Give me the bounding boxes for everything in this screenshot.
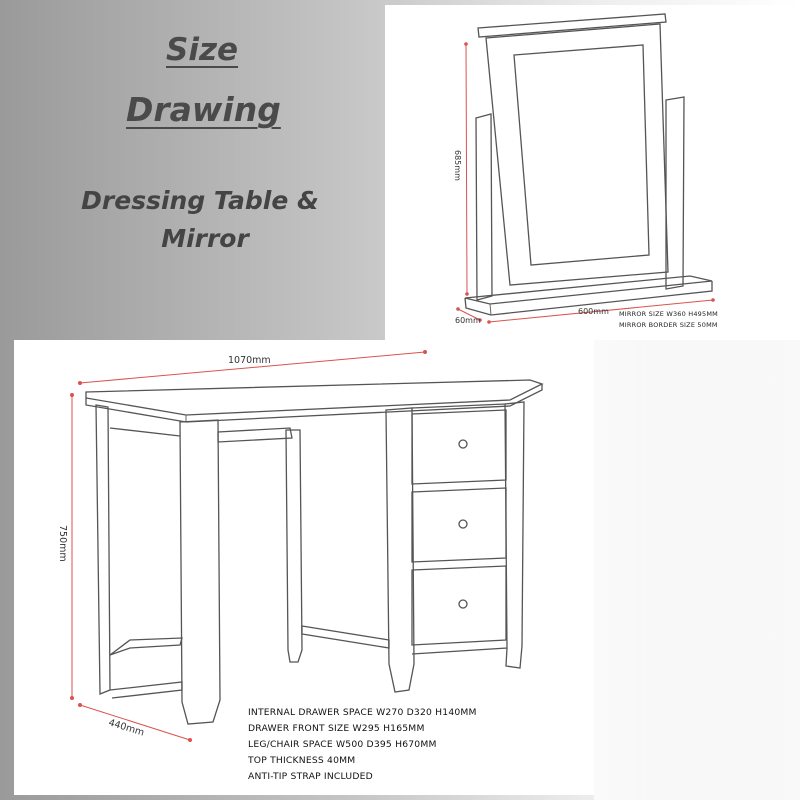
mirror-note-1: MIRROR SIZE W360 H495MM	[619, 310, 718, 318]
front-left-leg	[180, 420, 220, 724]
table-depth-label: 440mm	[107, 717, 146, 739]
pedestal-front-leg	[386, 408, 414, 692]
front-apron	[218, 428, 292, 442]
drawer-2-knob	[459, 520, 467, 528]
drawer-1-knob	[459, 440, 467, 448]
table-height-label: 750mm	[57, 525, 68, 562]
title-line-2: Drawing	[126, 90, 281, 129]
side-apron	[110, 428, 180, 436]
mirror-depth-label: 60mm	[455, 316, 481, 325]
table-top-surface	[86, 380, 542, 415]
pedestal-stretcher	[302, 626, 389, 648]
subtitle-line-1: Dressing Table &	[81, 186, 319, 215]
drawer-3-knob	[459, 600, 467, 608]
side-stretcher	[110, 638, 182, 655]
spec-line: TOP THICKNESS 40MM	[248, 755, 356, 766]
mirror-note-2: MIRROR BORDER SIZE 50MM	[619, 321, 718, 329]
mirror-width-label: 600mm	[578, 307, 609, 316]
spec-line: INTERNAL DRAWER SPACE W270 D320 H140MM	[248, 707, 477, 718]
title-line-1: Size	[166, 32, 239, 68]
table-specs	[248, 705, 477, 785]
rear-left-leg	[96, 405, 110, 694]
subtitle-line-2: Mirror	[161, 224, 249, 253]
table-width-label: 1070mm	[228, 355, 271, 366]
drawer-1	[412, 410, 506, 484]
inner-back-leg	[286, 430, 302, 662]
spec-line: ANTI-TIP STRAP INCLUDED	[248, 771, 373, 782]
pedestal-back-leg	[505, 402, 524, 668]
spec-line: DRAWER FRONT SIZE W295 H165MM	[248, 723, 425, 734]
bottom-stretcher	[110, 682, 182, 698]
spec-line: LEG/CHAIR SPACE W500 D395 H670MM	[248, 739, 437, 750]
mirror-height-label: 685mm	[453, 150, 462, 181]
